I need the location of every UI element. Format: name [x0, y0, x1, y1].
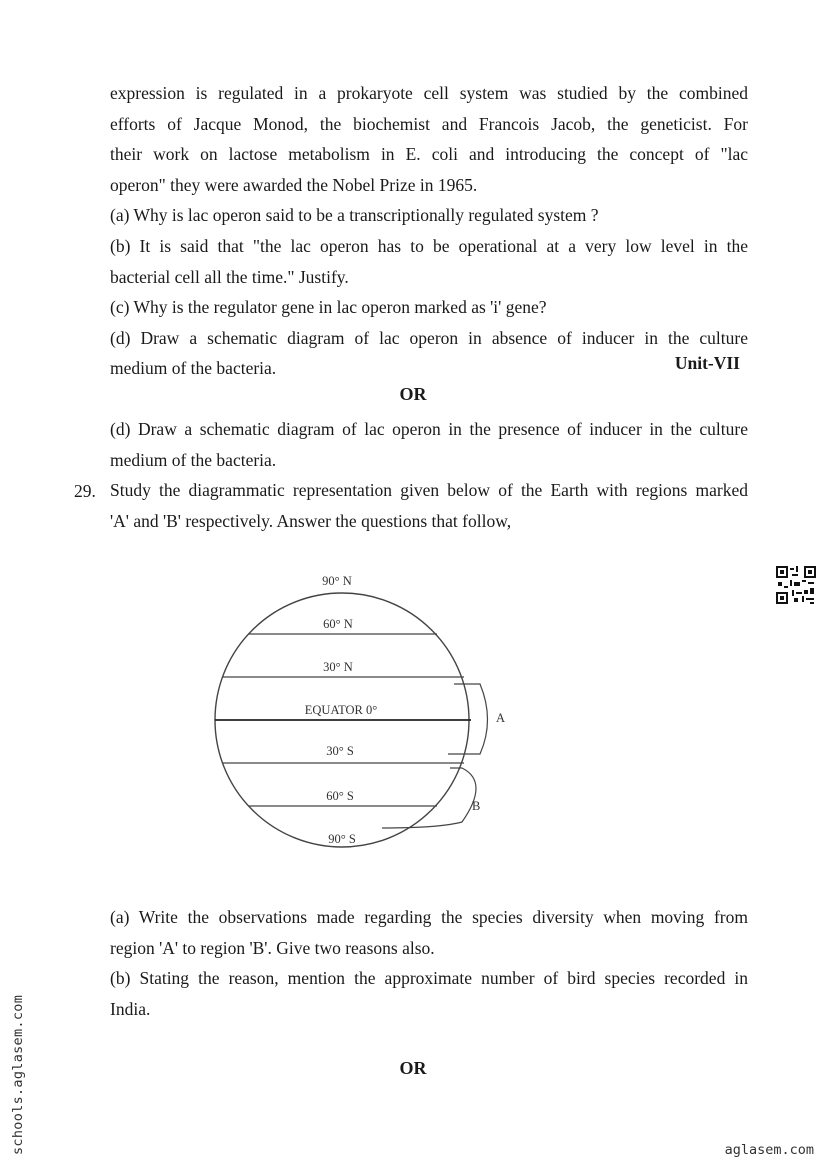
region-b-label: B: [472, 799, 481, 813]
passage-line: operon" they were awarded the Nobel Prize in 1965.: [110, 174, 478, 195]
question-29-intro-line: 'A' and 'B' respectively. Answer the questions that follow,: [110, 510, 512, 531]
question-28b-line: bacterial cell all the time." Justify.: [110, 266, 349, 287]
unit-label: Unit-VII: [674, 353, 740, 373]
question-28d-line: (d) Draw a schematic diagram of lac operon in absence of inducer in the culture: [110, 327, 748, 348]
side-watermark: schools.aglasem.com: [10, 994, 26, 1155]
question-29a-line: (a) Write the observations made regarding the species diversity when moving from: [110, 907, 748, 927]
or-separator: OR: [399, 1058, 427, 1078]
question-29b-line: India.: [110, 998, 151, 1019]
question-28c: (c) Why is the regulator gene in lac operon marked as 'i' gene?: [110, 297, 547, 318]
question-28d-alt: [110, 414, 748, 475]
question-29a-line: region 'A' to region 'B'. Give two reasons also.: [110, 937, 435, 958]
region-a-label: A: [496, 711, 506, 725]
question-29-intro-line: Study the diagrammatic representation given below of the Earth with regions marked: [110, 480, 748, 500]
passage: [110, 78, 748, 384]
question-28d-line: medium of the bacteria.: [110, 358, 277, 379]
question-number: 29.: [74, 481, 96, 501]
question-29b-line: (b) Stating the reason, mention the approximate number of bird species recorded in: [110, 968, 748, 989]
label-30s: 30° S: [326, 744, 354, 758]
question-28d-alt-line: medium of the bacteria.: [110, 449, 277, 470]
earth-latitude-diagram: [200, 560, 530, 860]
passage-line: efforts of Jacque Monod, the biochemist and Francois Jacob, the geneticist. For: [110, 113, 748, 134]
footer-watermark: aglasem.com: [724, 1142, 814, 1158]
qr-code: [776, 566, 816, 604]
label-90s: 90° S: [328, 832, 356, 846]
question-28a: (a) Why is lac operon said to be a transcriptionally regulated system ?: [110, 205, 599, 226]
label-equator: EQUATOR 0°: [304, 703, 378, 717]
or-separator: OR: [399, 384, 427, 404]
question-29-intro: [110, 475, 748, 536]
label-60n: 60° N: [323, 617, 353, 631]
passage-line: expression is regulated in a prokaryote cell system was studied by the combined: [110, 83, 748, 103]
region-b-bracket: [382, 768, 476, 828]
question-28b-line: (b) It is said that "the lac operon has to be operational at a very low level in the: [110, 235, 748, 256]
label-30n: 30° N: [323, 660, 353, 674]
question-28d-alt-line: (d) Draw a schematic diagram of lac operon in the presence of inducer in the culture: [110, 419, 748, 439]
label-90n: 90° N: [322, 574, 352, 588]
label-60s: 60° S: [326, 789, 354, 803]
region-a-bracket: [448, 684, 488, 754]
passage-line: their work on lactose metabolism in E. coli and introducing the concept of "lac: [110, 144, 748, 165]
question-29-subparts: [110, 902, 748, 1024]
